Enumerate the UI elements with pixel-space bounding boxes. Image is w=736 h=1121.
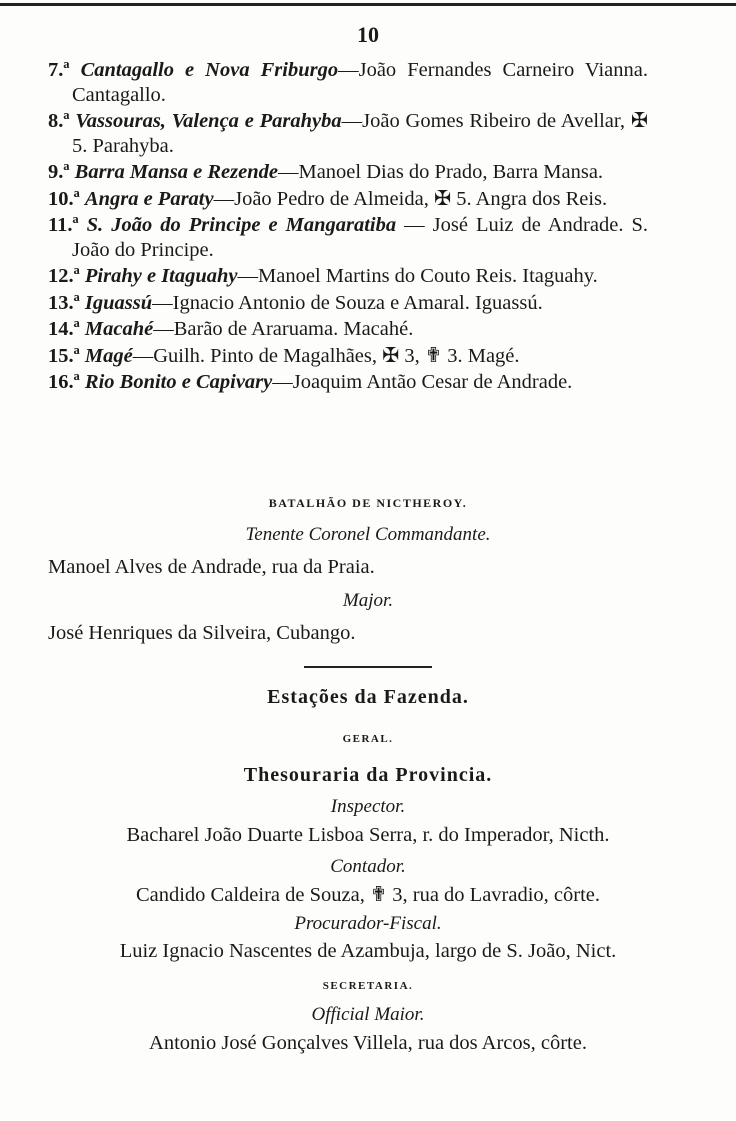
person-entry: Manoel Alves de Andrade, rua da Praia. <box>48 556 375 578</box>
district-list <box>48 58 648 397</box>
person-entry: Bacharel João Duarte Lisboa Serra, r. do Imperador, Nicth. <box>126 824 610 846</box>
role-title: Tenente Coronel Commandante. <box>245 524 491 545</box>
list-item: 11.ª S. João do Principe e Mangaratiba — José Luiz de Andrade. S. João do Principe. <box>48 214 648 261</box>
page-number: 10 <box>357 22 379 47</box>
person-entry: Candido Caldeira de Souza, ✟ 3, rua do Lavradio, côrte. <box>135 884 601 906</box>
list-item: 15.ª Magé—Guilh. Pinto de Magalhães, ✠ 3, ✟ 3. Magé. <box>48 344 520 367</box>
list-item: 7.ª Cantagallo e Nova Friburgo—João Fernandes Carneiro Vianna. Cantagallo. <box>48 59 649 106</box>
list-item: 12.ª Pirahy e Itaguahy—Manoel Martins do Couto Reis. Itaguahy. <box>48 265 598 287</box>
subheading-geral: GERAL. <box>342 733 394 745</box>
list-item: 16.ª Rio Bonito e Capivary—Joaquim Antão Cesar de Andrade. <box>48 371 573 393</box>
section-heading-fazenda: Estações da Fazenda. <box>267 686 469 708</box>
section-divider <box>304 666 432 668</box>
section-heading-batalhao: BATALHÃO DE NICTHEROY. <box>268 496 468 510</box>
list-item: 14.ª Macahé—Barão de Araruama. Macahé. <box>48 318 414 340</box>
list-item: 10.ª Angra e Paraty—João Pedro de Almeida, ✠ 5. Angra dos Reis. <box>48 187 608 210</box>
top-rule <box>0 3 736 6</box>
section-title: Thesouraria da Provincia. <box>243 764 493 786</box>
list-item: 8.ª Vassouras, Valença e Parahyba—João Gomes Ribeiro de Avellar, ✠ 5. Parahyba. <box>48 110 648 157</box>
role-title: Procurador-Fiscal. <box>294 913 442 934</box>
role-title: Inspector. <box>330 796 406 817</box>
role-title: Contador. <box>330 856 406 877</box>
person-entry: Luiz Ignacio Nascentes de Azambuja, largo de S. João, Nict. <box>119 940 617 962</box>
person-entry: José Henriques da Silveira, Cubango. <box>48 622 356 644</box>
role-title: Official Maior. <box>311 1004 425 1025</box>
list-item: 9.ª Barra Mansa e Rezende—Manoel Dias do Prado, Barra Mansa. <box>48 161 604 183</box>
person-entry: Antonio José Gonçalves Villela, rua dos Arcos, côrte. <box>149 1032 587 1054</box>
list-item: 13.ª Iguassú—Ignacio Antonio de Souza e Amaral. Iguassú. <box>48 291 543 314</box>
role-title: Major. <box>342 590 394 611</box>
subheading-secretaria: SECRETARIA. <box>322 980 414 992</box>
